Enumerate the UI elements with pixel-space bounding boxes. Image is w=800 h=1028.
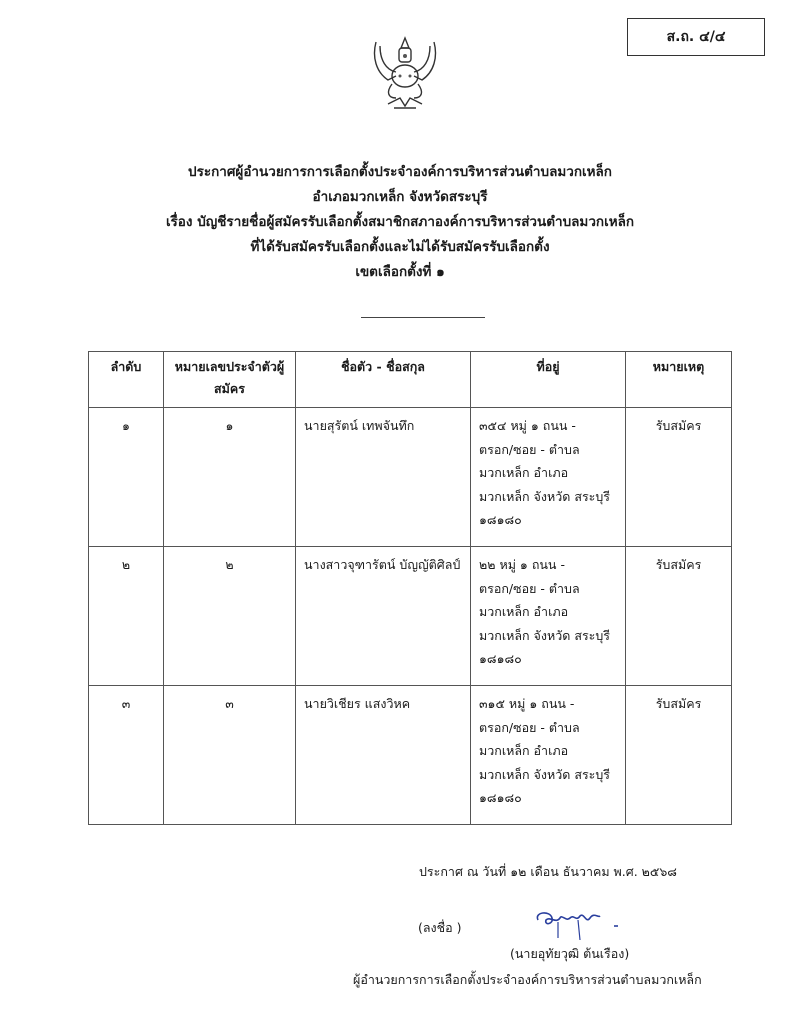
cell-name: นางสาวจุฑารัตน์ บัญญัติศิลป์ [296,547,471,686]
cell-address [471,408,626,547]
heading-line-4: ที่ได้รับสมัครรับเลือกตั้งและไม่ได้รับสมัครรับเลือกตั้ง [250,239,550,255]
address-line: มวกเหล็ก จังหวัด สระบุรี [479,627,611,643]
cell-name: นายวิเชียร แสงวิหค [296,686,471,825]
heading-line-5: เขตเลือกตั้งที่ ๑ [355,264,445,280]
address-line: ๓๕๔ หมู่ ๑ ถนน - [479,418,576,433]
address-line: ๓๑๕ หมู่ ๑ ถนน - [479,696,575,711]
address-line: ๑๘๑๘๐ [479,651,522,666]
cell-candidate-no: ๑ [164,408,296,547]
document-code-box [627,18,765,56]
address-line: มวกเหล็ก อำเภอ [479,604,569,619]
address-line: ตรอก/ซอย - ตำบล [479,441,580,457]
cell-remark: รับสมัคร [626,686,732,825]
table-row [89,547,732,686]
address-line: ๑๘๑๘๐ [479,512,522,527]
column-header-candidate-no: หมายเลขประจำตัวผู้สมัคร [164,352,296,408]
cell-no: ๑ [89,408,164,547]
cell-candidate-no: ๓ [164,686,296,825]
cell-remark: รับสมัคร [626,547,732,686]
heading-divider [361,317,485,318]
cell-address [471,686,626,825]
heading-line-2: อำเภอมวกเหล็ก จังหวัดสระบุรี [312,189,488,205]
address-line: ๒๒ หมู่ ๑ ถนน - [479,557,565,572]
sign-label: (ลงชื่อ ) [418,920,462,935]
table-header-row [89,352,732,408]
garuda-emblem-icon [366,32,444,114]
column-header-no: ลำดับ [89,352,164,408]
signature-stroke [537,913,600,924]
address-line: มวกเหล็ก อำเภอ [479,465,569,480]
cell-no: ๓ [89,686,164,825]
column-header-name: ชื่อตัว - ชื่อสกุล [296,352,471,408]
heading-line-3: เรื่อง บัญชีรายชื่อผู้สมัครรับเลือกตั้งสมาชิกสภาองค์การบริหารส่วนตำบลมวกเหล็ก [165,214,635,230]
cell-remark: รับสมัคร [626,408,732,547]
address-line: มวกเหล็ก จังหวัด สระบุรี [479,488,611,504]
document-code: ส.ถ. ๔/๔ [666,29,726,45]
table-row [89,686,732,825]
cell-candidate-no: ๒ [164,547,296,686]
announcement-date: ประกาศ ณ วันที่ ๑๒ เดือน ธันวาคม พ.ศ. ๒๕๖๘ [419,864,677,879]
signer-position: ผู้อำนวยการการเลือกตั้งประจำองค์การบริหารส่วนตำบลมวกเหล็ก [353,972,702,987]
candidates-table [88,351,732,825]
cell-name: นายสุรัตน์ เทพจันทึก [296,408,471,547]
address-line: มวกเหล็ก อำเภอ [479,743,569,758]
address-line: ตรอก/ซอย - ตำบล [479,719,580,735]
address-line: ๑๘๑๘๐ [479,790,522,805]
address-line: มวกเหล็ก จังหวัด สระบุรี [479,766,611,782]
heading-line-1: ประกาศผู้อำนวยการการเลือกตั้งประจำองค์การบริหารส่วนตำบลมวกเหล็ก [188,164,612,180]
signature-stroke [558,920,580,940]
handwritten-signature [530,908,630,948]
column-header-remark: หมายเหตุ [626,352,732,408]
column-header-address: ที่อยู่ [471,352,626,408]
table-row [89,408,732,547]
signer-name: (นายอุทัยวุฒิ ต้นเรือง) [510,946,630,961]
announcement-heading [0,160,800,285]
address-line: ตรอก/ซอย - ตำบล [479,580,580,596]
cell-address [471,547,626,686]
cell-no: ๒ [89,547,164,686]
